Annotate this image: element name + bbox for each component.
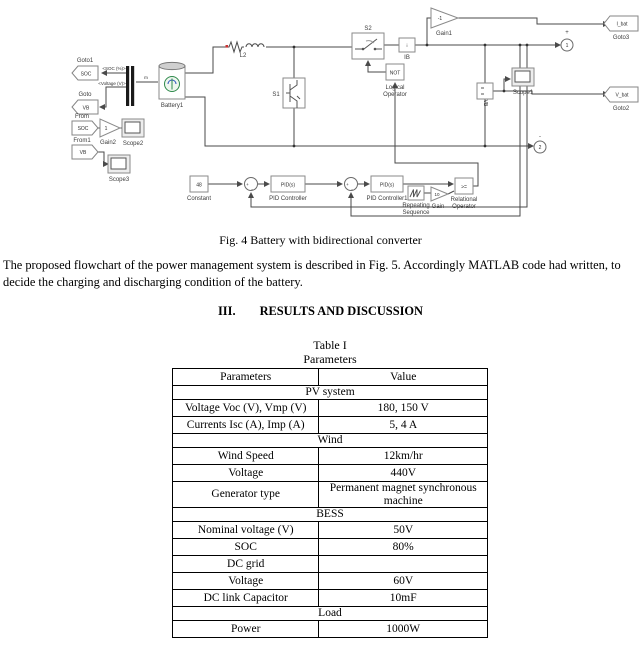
table-section-label: Load xyxy=(173,607,488,621)
table-section-label: BESS xyxy=(173,508,488,522)
port1-number: 1 xyxy=(565,43,569,50)
gain2-label: Gain2 xyxy=(99,140,117,146)
sum1-minus: - xyxy=(251,186,253,192)
scope-screen xyxy=(125,122,140,133)
pid-controller1-label: PID Controller1 xyxy=(366,196,408,202)
table-section-label: PV system xyxy=(173,386,488,400)
table-cell-value: 80% xyxy=(319,539,488,556)
table-cell-param: Currents Isc (A), Imp (A) xyxy=(173,417,319,434)
bus-selector-bar2[interactable] xyxy=(131,66,134,106)
l2-branch[interactable] xyxy=(225,42,264,52)
table-row xyxy=(173,482,488,508)
gain1-value: -1 xyxy=(437,16,443,22)
bus-signal-soc: <SOC (%)> xyxy=(102,66,126,71)
table-cell-param: Nominal voltage (V) xyxy=(173,522,319,539)
table-cell-param: Voltage Voc (V), Vmp (V) xyxy=(173,400,319,417)
table-cell-param: Wind Speed xyxy=(173,448,319,465)
table-row xyxy=(173,508,488,522)
table-cell-param: SOC xyxy=(173,539,319,556)
table-header-value: Value xyxy=(319,369,488,386)
table-row xyxy=(173,386,488,400)
simulink-diagram xyxy=(0,0,641,232)
port2-number: 2 xyxy=(538,145,542,152)
scope1-label: Scope1 xyxy=(512,90,534,96)
gain2-block[interactable] xyxy=(100,119,120,137)
section-number: III. xyxy=(217,304,236,318)
table-row xyxy=(173,448,488,465)
vb-voltage-measure-block[interactable] xyxy=(477,83,493,99)
scope3-block[interactable] xyxy=(108,155,130,173)
s1-igbt-block[interactable] xyxy=(283,78,305,108)
from-tag-text: SOC xyxy=(77,126,89,132)
table-cell-param: DC link Capacitor xyxy=(173,590,319,607)
scope2-label: Scope2 xyxy=(122,141,144,147)
bus-signal-voltage: <Voltage (V)> xyxy=(98,81,126,86)
scope-screen xyxy=(515,71,530,82)
logical-operator-label2: Operator xyxy=(383,92,407,98)
scope2-block[interactable] xyxy=(122,119,144,137)
table-cell-value: 12km/hr xyxy=(319,448,488,465)
s2-label: S2 xyxy=(364,26,372,32)
gain1-label: Gain1 xyxy=(435,31,453,37)
table-row xyxy=(173,539,488,556)
goto1-label: Goto1 xyxy=(76,58,94,64)
table-cell-param: Voltage xyxy=(173,573,319,590)
repeating-sequence-label2: Sequence xyxy=(402,210,430,216)
parameters-table xyxy=(172,368,488,638)
sum2-plus: + xyxy=(346,182,349,187)
table-row xyxy=(173,434,488,448)
vb-meas-label: VB xyxy=(482,99,488,107)
m-port-label: m xyxy=(144,75,148,80)
repeating-sequence-block[interactable] xyxy=(408,186,424,200)
table-row xyxy=(173,417,488,434)
figure-caption: Fig. 4 Battery with bidirectional converter xyxy=(219,233,422,247)
l2-label: L2 xyxy=(239,53,247,59)
table-row xyxy=(173,590,488,607)
logical-operator-label1: Logical xyxy=(385,85,405,91)
table-row xyxy=(173,556,488,573)
i-bat-tag-text: I_bat xyxy=(616,21,628,28)
table-caption-line1: Table I xyxy=(313,338,347,352)
table-cell-value: 50V xyxy=(319,522,488,539)
table-section-label: Wind xyxy=(173,434,488,448)
table-row xyxy=(173,607,488,621)
terminal-marker xyxy=(226,45,229,48)
relational-operator-label2: Operator xyxy=(452,204,476,210)
bus-selector-bar[interactable] xyxy=(126,66,129,106)
gain1-block[interactable] xyxy=(431,8,458,28)
scope1-block[interactable] xyxy=(512,68,534,86)
table-cell-param: DC grid xyxy=(173,556,319,573)
table-cell-value: 1000W xyxy=(319,621,488,638)
table-caption-line2: Parameters xyxy=(303,351,357,366)
constant-label: Constant xyxy=(186,196,212,202)
table-header-row xyxy=(173,369,488,386)
goto3-label: Goto3 xyxy=(612,35,630,41)
from1-label: From1 xyxy=(73,138,91,144)
table-cell-value: Permanent magnet synchronous machine xyxy=(319,482,488,508)
goto-label: Goto xyxy=(78,92,92,98)
battery-label: Battery1 xyxy=(160,103,184,109)
table-cell-param: Power xyxy=(173,621,319,638)
pid-controller-label: PID Controller xyxy=(269,196,307,202)
table-cell-value: 180, 150 V xyxy=(319,400,488,417)
s1-label: S1 xyxy=(272,92,280,98)
sum2-minus: - xyxy=(351,186,353,192)
from1-tag-text: VB xyxy=(79,150,87,156)
table-row xyxy=(173,400,488,417)
diagram-canvas xyxy=(0,0,641,232)
gain-value: 10 xyxy=(434,192,440,197)
table-row xyxy=(173,573,488,590)
s2-switch-block[interactable] xyxy=(352,33,384,59)
v-bat-tag-text: V_bat xyxy=(615,92,629,99)
constant-value: 48 xyxy=(196,182,202,189)
table-cell-param: Generator type xyxy=(173,482,319,508)
table-cell-value: 5, 4 A xyxy=(319,417,488,434)
section-heading xyxy=(0,304,641,319)
from-label: From xyxy=(75,114,89,120)
repeating-sequence-label1: Repeating xyxy=(402,203,430,209)
table-cell-param: Voltage xyxy=(173,465,319,482)
gain-label: Gain xyxy=(431,204,445,210)
parameters-table-area xyxy=(172,339,488,638)
table-cell-value: 10mF xyxy=(319,590,488,607)
ib-label: IB xyxy=(404,55,410,61)
pid-text: PID(s) xyxy=(280,182,296,189)
relational-operator-label1: Relational xyxy=(450,197,478,203)
table-row xyxy=(173,522,488,539)
goto2-label: Goto2 xyxy=(612,106,630,112)
port2-sign: - xyxy=(539,134,541,140)
battery-block[interactable] xyxy=(159,62,185,99)
goto-tag-text: VB xyxy=(82,105,90,112)
scope3-label: Scope3 xyxy=(108,177,130,183)
port1-sign: + xyxy=(565,30,569,36)
scope-screen xyxy=(111,158,126,169)
not-text: NOT xyxy=(389,70,401,77)
current-glyph: i xyxy=(406,43,408,48)
gain2-value: 1 xyxy=(104,126,108,132)
table-header-param: Parameters xyxy=(173,369,319,386)
table-row xyxy=(173,621,488,638)
relational-value: >= xyxy=(461,184,467,191)
table-cell-value xyxy=(319,556,488,573)
table-body xyxy=(173,386,488,638)
sum1-plus: + xyxy=(246,182,249,187)
table-cell-value: 440V xyxy=(319,465,488,482)
body-paragraph: The proposed flowchart of the power management system is described in Fig. 5. Accordingly MATLAB code had written, to decide the charging and discharging condition of the battery. xyxy=(3,258,621,289)
table-cell-value: 60V xyxy=(319,573,488,590)
pid1-text: PID(s) xyxy=(379,182,395,189)
table-row xyxy=(173,465,488,482)
section-title: RESULTS AND DISCUSSION xyxy=(259,304,423,318)
goto1-tag-text: SOC xyxy=(80,71,92,78)
